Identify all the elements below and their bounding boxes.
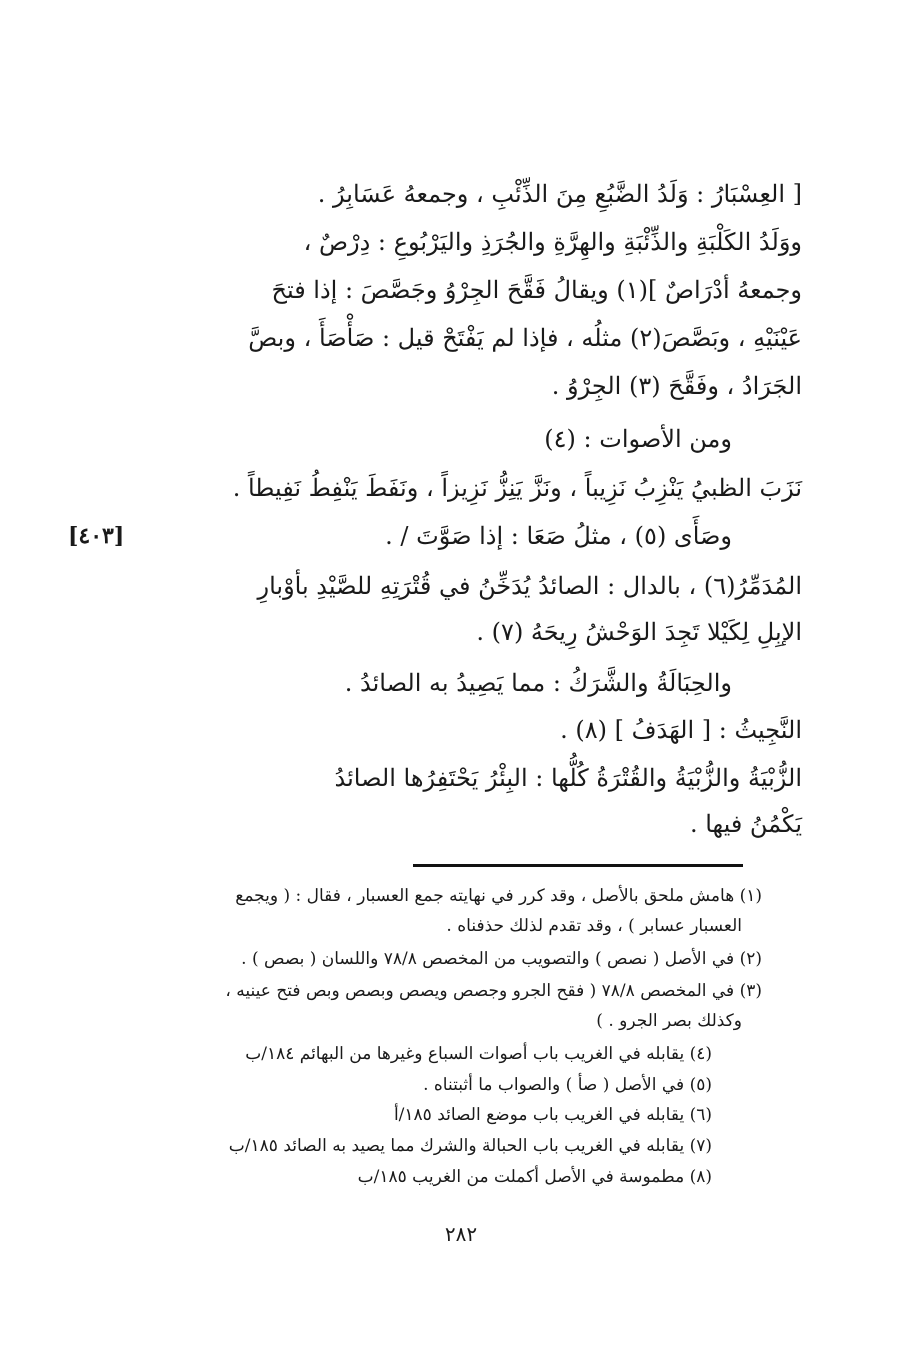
body-line-2: ووَلَدُ الكَلْبَةِ والذِّئْبَةِ والهِرَّةِ والجُرَذِ واليَرْبُوعِ : دِرْصٌ ، bbox=[303, 228, 802, 256]
body-line-5: الجَرَادُ ، وفَقَّحَ (٣) الجِرْوُ . bbox=[551, 372, 802, 400]
body-line-10: الإبِلِ لِكَيْلا تَجِدَ الوَحْشُ رِيحَهُ (٧) . bbox=[476, 618, 802, 646]
body-line-1: [ العِسْبَارُ : وَلَدُ الضَّبُعِ مِنَ الذِّئْبِ ، وجمعهُ عَسَابِرُ . bbox=[317, 180, 802, 208]
body-line-9: المُدَمِّرُ(٦) ، بالدال : الصائدُ يُدَخِّنُ في قُتْرَتِهِ للصَّيْدِ بأوْبارِ bbox=[257, 572, 802, 600]
footnote-6: (٦) يقابله في الغريب باب موضع الصائد ١٨٥/أ bbox=[393, 1105, 712, 1125]
footnote-4: (٤) يقابله في الغريب باب أصوات السباع وغيرها من البهائم ١٨٤/ب bbox=[245, 1044, 712, 1064]
body-line-13: الزُّبْيَةُ والزُّبْيَةُ والقُتْرَةُ كُلُّها : البِئْرُ يَحْتَفِرُها الصائدُ bbox=[334, 764, 802, 792]
body-line-3: وجمعهُ أدْرَاصٌ ](١) ويقالُ فَقَّحَ الجِرْوُ وجَصَّصَ : إذا فتحَ bbox=[271, 276, 802, 304]
footnote-divider bbox=[413, 864, 743, 867]
footnote-3-continued: وكذلك بصر الجرو . ) bbox=[596, 1011, 742, 1031]
body-line-6: ومن الأصوات : (٤) bbox=[544, 425, 732, 453]
footnote-3: (٣) في المخصص ٧٨/٨ ( فقح الجرو وجصص ويصص وبصص وبص فتح عينيه ، bbox=[225, 981, 762, 1001]
footnote-2: (٢) في الأصل ( نصص ) والتصويب من المخصص ٧٨/٨ واللسان ( بصص ) . bbox=[241, 949, 762, 969]
body-line-4: عَيْنَيْهِ ، وبَصَّصَ(٢) مثلُه ، فإذا لم يَفْتَحْ قيل : صَأْصَأَ ، وبصَّ bbox=[248, 324, 802, 352]
footnote-1: (١) هامش ملحق بالأصل ، وقد كرر في نهايته جمع العسبار ، فقال : ( ويجمع bbox=[235, 886, 762, 906]
margin-reference: [٤٠٣] bbox=[68, 523, 125, 549]
footnote-5: (٥) في الأصل ( صأ ) والصواب ما أثبتناه . bbox=[423, 1075, 712, 1095]
body-line-7: نَزَبَ الظبيُ يَنْزِبُ نَزِيباً ، ونَزَّ يَنِزُّ نَزِيزاً ، ونَفَطَ يَنْفِطُ نَفِيطاً . bbox=[232, 474, 802, 502]
footnote-1-continued: العسبار عسابر ) ، وقد تقدم لذلك حذفناه . bbox=[446, 916, 742, 936]
body-line-12: النَّجِيثُ : [ الهَدَفُ ] (٨) . bbox=[560, 716, 802, 744]
page-number: ٢٨٢ bbox=[444, 1222, 478, 1246]
footnote-8: (٨) مطموسة في الأصل أكملت من الغريب ١٨٥/ب bbox=[357, 1167, 712, 1187]
body-line-8: وصَأَى (٥) ، مثلُ صَعَا : إذا صَوَّتَ / . bbox=[385, 522, 732, 550]
body-line-14: يَكْمُنُ فيها . bbox=[689, 810, 802, 838]
body-line-11: والحِبَالَةُ والشَّرَكُ : مما يَصِيدُ به الصائدُ . bbox=[344, 669, 732, 697]
footnote-7: (٧) يقابله في الغريب باب الحبالة والشرك مما يصيد به الصائد ١٨٥/ب bbox=[228, 1136, 712, 1156]
